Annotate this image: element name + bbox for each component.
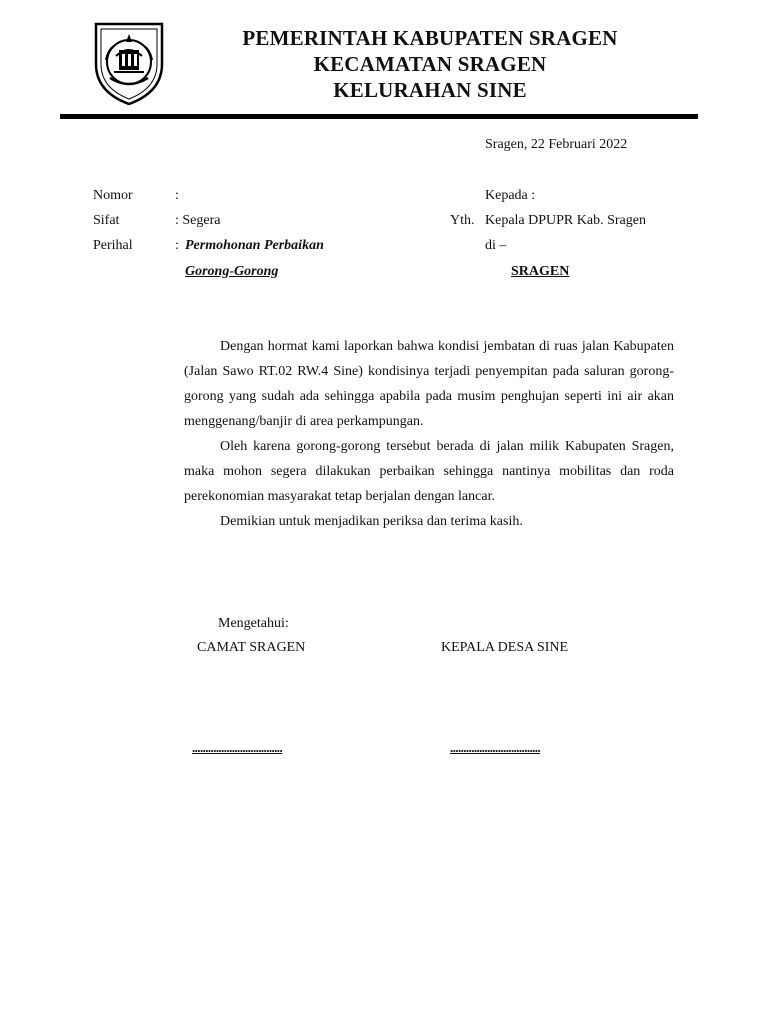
nomor-label: Nomor (93, 188, 133, 203)
perihal-colon: : (175, 238, 179, 253)
kepala-desa-title: KEPALA DESA SINE (441, 640, 569, 655)
kabupaten-sragen-emblem-logo (92, 20, 166, 106)
perihal-value-line-2: Gorong-Gorong (185, 264, 279, 279)
kepala-desa-signature-line: .................................. (450, 740, 541, 755)
letter-body (184, 334, 674, 534)
letterhead-line-2: KECAMATAN SRAGEN (313, 52, 547, 76)
perihal-value-line-1: Permohonan Perbaikan (185, 238, 324, 253)
letterhead-line-3: KELURAHAN SINE (333, 78, 527, 102)
camat-signature-line: .................................. (192, 740, 283, 755)
body-paragraph-2: Oleh karena gorong-gorong tersebut berada di jalan milik Kabupaten Sragen, maka mohon segera dilakukan perbaikan sehingga nantinya mobilitas dan roda perekonomian masyarakat tetap berjalan dengan lancar. (184, 439, 674, 504)
body-paragraph-3: Demikian untuk menjadikan periksa dan terima kasih. (220, 514, 523, 529)
recipient-name: Kepala DPUPR Kab. Sragen (485, 213, 646, 228)
camat-title: CAMAT SRAGEN (197, 640, 306, 655)
mengetahui-label: Mengetahui: (218, 616, 289, 631)
recipient-di: di – (485, 238, 507, 253)
sifat-value: : Segera (175, 213, 221, 228)
place-date: Sragen, 22 Februari 2022 (485, 137, 628, 152)
perihal-label: Perihal (93, 238, 133, 253)
yth-label: Yth. (450, 213, 475, 228)
letterhead-line-1: PEMERINTAH KABUPATEN SRAGEN (242, 26, 618, 50)
letterhead-divider (60, 114, 698, 119)
sifat-label: Sifat (93, 213, 120, 228)
recipient-city: SRAGEN (511, 264, 570, 279)
kepada-label: Kepada : (485, 188, 536, 203)
nomor-colon: : (175, 188, 179, 203)
body-paragraph-1: Dengan hormat kami laporkan bahwa kondisi jembatan di ruas jalan Kabupaten (Jalan Sawo RT.02 RW.4 Sine) kondisinya terjadi penyempitan pada saluran gorong-gorong yang sudah ada sehingga apabila pada musim penghujan seperti ini air akan menggenang/banjir di area perkampungan. (184, 339, 674, 429)
